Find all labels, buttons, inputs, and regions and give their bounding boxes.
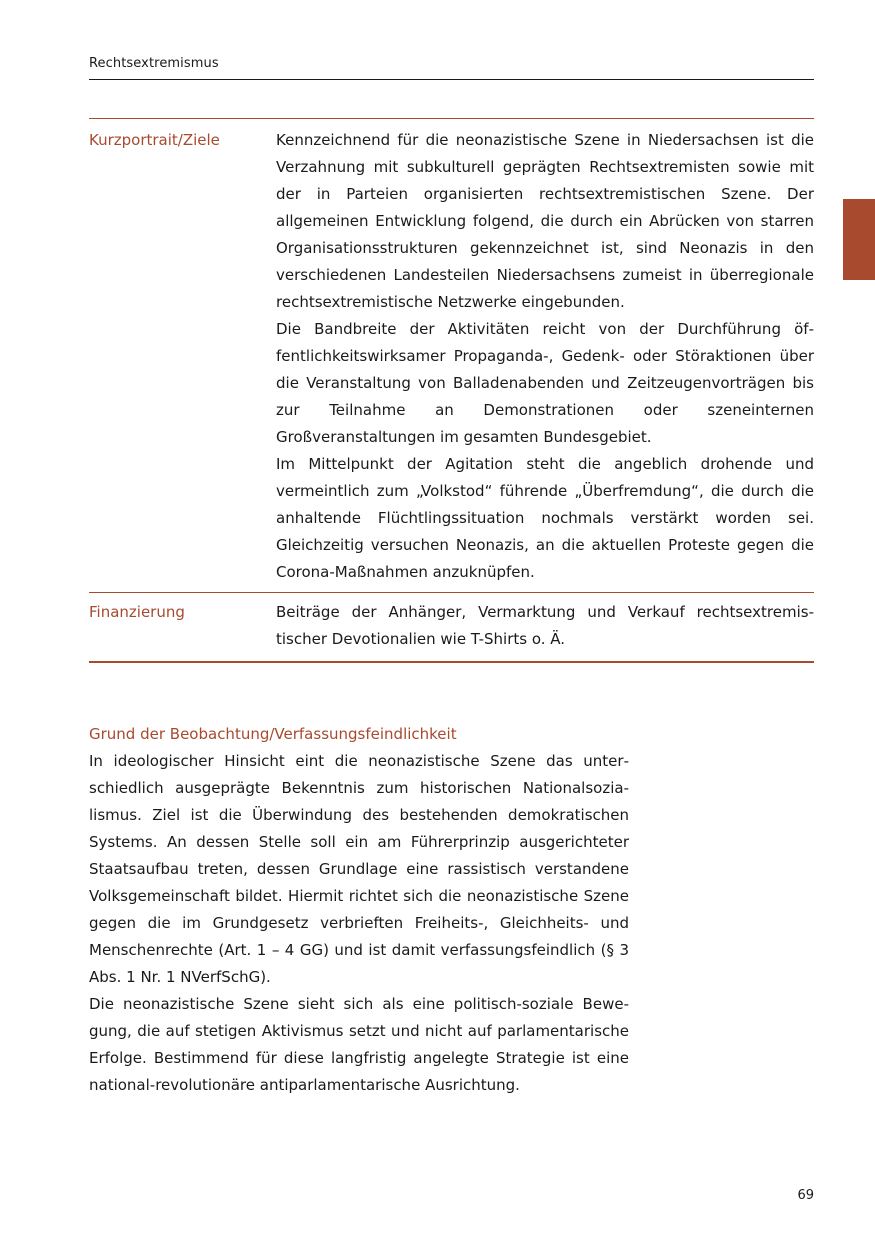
row-label: Finanzierung [89, 603, 185, 621]
section-body [89, 748, 629, 1099]
row-label: Kurzportrait/Ziele [89, 131, 220, 149]
row-paragraph: Im Mittelpunkt der Agitation steht die angeblich drohende und vermeintlich zum „Volkstod“ führende „Überfremdung“, die durch die anhaltende Flüchtlingssituation nochmals verstärkt worden sei. Gleichzeitig versuchen Neonazis, an die aktuellen Proteste gegen die Corona-Maßnahmen anzuknüpfen. [276, 455, 814, 581]
row-value [276, 127, 814, 586]
row-paragraph: Beiträge der Anhänger, Vermarktung und Verkauf rechtsextremistischer Devotionalien wie T-Shirts o. Ä. [276, 603, 814, 648]
header-rule [89, 79, 814, 80]
table-row-kurzportrait [89, 119, 814, 592]
chapter-side-tab [843, 199, 875, 280]
row-paragraph: Die Bandbreite der Aktivitäten reicht von der Durchführung öffentlichkeitswirksamer Propaganda-, Gedenk- oder Störaktionen über die Veranstaltung von Balladenabenden und Zeitzeugenvorträgen bis zur Teilnahme an Demonstrationen oder szeneinternen Großveranstaltungen im gesamten Bundesgebiet. [276, 320, 814, 446]
table-row-finanzierung [89, 593, 814, 661]
body-paragraph: In ideologischer Hinsicht eint die neonazistische Szene das unterschiedlich ausgeprägte Bekenntnis zum historischen Nationalsozialismus. Ziel ist die Überwindung des bestehenden demokratischen Systems. An dessen Stelle soll ein am Führerprinzip ausgerichteter Staatsaufbau treten, dessen Grundlage eine rassistisch verstandene Volksgemeinschaft bildet. Hiermit richtet sich die neonazistische Szene gegen die im Grundgesetz verbrieften Freiheits-, Gleichheits- und Menschenrechte (Art. 1 – 4 GG) und ist damit verfassungsfeindlich (§ 3 Abs. 1 Nr. 1 NVerfSchG). [89, 752, 629, 986]
body-paragraph: Die neonazistische Szene sieht sich als eine politisch-soziale Bewegung, die auf stetigen Aktivismus setzt und nicht auf parlamentarische Erfolge. Bestimmend für diese langfristig angelegte Strategie ist eine national-revolutionäre antiparlamentarische Ausrichtung. [89, 995, 629, 1094]
info-table [89, 118, 814, 663]
section-heading: Grund der Beobachtung/Verfassungsfeindlichkeit [89, 725, 457, 743]
running-header: Rechtsextremismus [89, 56, 219, 71]
row-value [276, 599, 814, 653]
table-rule-bottom [89, 661, 814, 663]
page-number: 69 [797, 1188, 814, 1203]
row-paragraph: Kennzeichnend für die neonazistische Szene in Niedersachsen ist die Verzahnung mit subkulturell geprägten Rechtsextremisten sowie mit der in Parteien organisierten rechtsextremistischen Szene. Der allgemeinen Entwicklung folgend, die durch ein Abrücken von starren Organisationsstrukturen gekennzeichnet ist, sind Neonazis in den verschiedenen Landesteilen Niedersachsens zumeist in überregionale rechtsextremistische Netzwerke eingebunden. [276, 131, 814, 311]
